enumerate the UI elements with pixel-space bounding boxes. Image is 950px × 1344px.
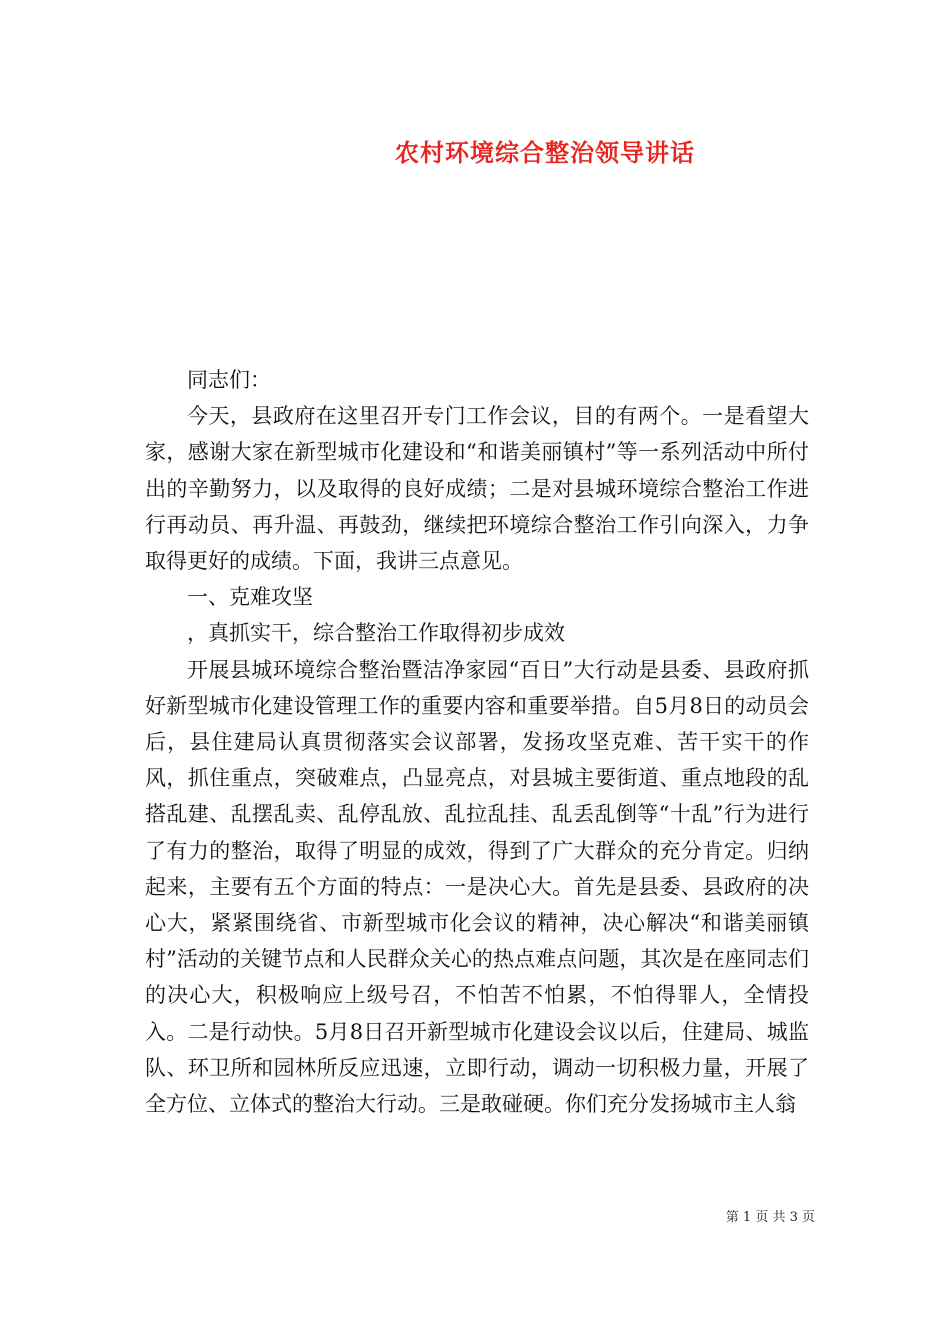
section-heading-1-continued: ，真抓实干，综合整治工作取得初步成效 [187,621,565,646]
paragraph-body: 开展县城环境综合整治暨洁净家园“百日”大行动是县委、县政府抓好新型城市化建设管理工作的重要内容和重要举措。自5月8日的动员会后，县住建局认真贯彻落实会议部署，发扬攻坚克难、苦干实干的作风，抓住重点，突破难点，凸显亮点，对县城主要街道、重点地段的乱搭乱建、乱摆乱卖、乱停乱放、乱拉乱挂、乱丢乱倒等“十乱”行为进行了有力的整治，取得了明显的成效，得到了广大群众的充分肯定。归纳起来，主要有五个方面的特点：一是决心大。首先是县委、县政府的决心大，紧紧围绕省、市新型城市化会议的精神，决心解决“和谐美丽镇村”活动的关键节点和人民群众关心的热点难点问题，其次是在座同志们的决心大，积极响应上级号召，不怕苦不怕累，不怕得罪人，全情投入。二是行动快。5月8日召开新型城市化建设会议以后，住建局、城监队、环卫所和园林所反应迅速，立即行动，调动一切积极力量，开展了全方位、立体式的整治大行动。三是敢碰硬。你们充分发扬城市主人翁 [145,657,809,1117]
page-number-footer: 第 1 页 共 3 页 [725,1210,815,1225]
paragraph-intro: 今天，县政府在这里召开专门工作会议，目的有两个。一是看望大家，感谢大家在新型城市化建设和“和谐美丽镇村”等一系列活动中所付出的辛勤努力，以及取得的良好成绩；二是对县城环境综合整治工作进行再动员、再升温、再鼓劲，继续把环境综合整治工作引向深入，力争取得更好的成绩。下面，我讲三点意见。 [145,404,809,574]
section-heading-1: 一、克难攻坚 [187,585,313,610]
document-body [145,362,809,1122]
salutation: 同志们： [187,368,271,392]
document-title: 农村环境综合整治领导讲话 [395,138,695,167]
